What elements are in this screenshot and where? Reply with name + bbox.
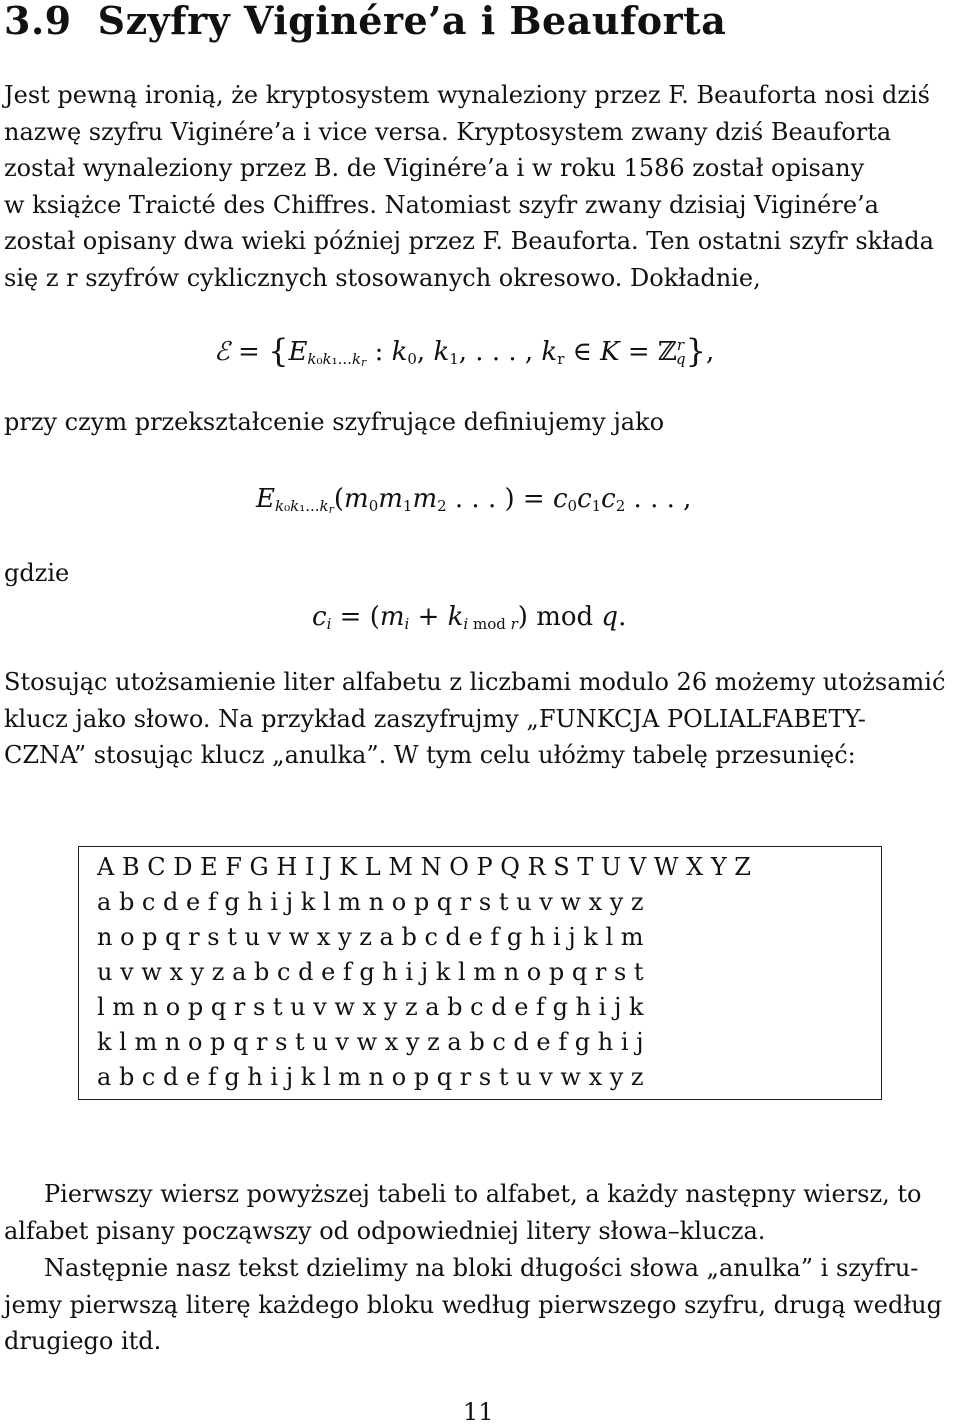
table-row: a b c d e f g h i j k l m n o p q r s t u v w x y z bbox=[97, 888, 644, 916]
text-line: jemy pierwszą literę każdego bloku według pierwszego szyfru, drugą według bbox=[4, 1290, 942, 1319]
text-line: przy czym przekształcenie szyfrujące definiujemy jako bbox=[4, 408, 665, 436]
text-line: Pierwszy wiersz powyższej tabeli to alfabet, a każdy następny wiersz, to bbox=[44, 1180, 922, 1208]
table-row: a b c d e f g h i j k l m n o p q r s t u v w x y z bbox=[97, 1063, 644, 1091]
text-line: Stosując utożsamienie liter alfabetu z liczbami modulo 26 możemy utożsamić bbox=[4, 668, 946, 696]
text-line: się z r szyfrów cyklicznych stosowanych okresowo. Dokładnie, bbox=[4, 263, 761, 292]
text-line: w książce Traicté des Chiffres. Natomiast szyfr zwany dzisiaj Viginére’a bbox=[4, 190, 879, 219]
table-row: l m n o p q r s t u v w x y z a b c d e f g h i j k bbox=[97, 993, 644, 1021]
text-line: nazwę szyfru Viginére’a i vice versa. Kryptosystem zwany dziś Beauforta bbox=[4, 117, 892, 146]
section-title: Szyfry Viginére’a i Beauforta bbox=[97, 0, 727, 43]
text-line: alfabet pisany począwszy od odpowiedniej litery słowa–klucza. bbox=[4, 1216, 766, 1245]
text-line: drugiego itd. bbox=[4, 1327, 162, 1355]
table-row: u v w x y z a b c d e f g h i j k l m n o p q r s t bbox=[97, 958, 644, 986]
paragraph-example bbox=[4, 664, 956, 774]
section-heading bbox=[4, 0, 726, 43]
paragraph-table-explanation bbox=[4, 1176, 956, 1249]
table-row: k l m n o p q r s t u v w x y z a b c d e f g h i j bbox=[97, 1028, 644, 1056]
paragraph-procedure bbox=[4, 1250, 956, 1360]
table-row: n o p q r s t u v w x y z a b c d e f g h i j k l m bbox=[97, 923, 644, 951]
text-line: został wynaleziony przez B. de Viginére’a i w roku 1586 został opisany bbox=[4, 154, 865, 182]
equation-encryption: $E_{k_0k_1...k_r}(m_0m_1m_2$ . . . ) = $c_0c_1c_2$ . . . , bbox=[256, 484, 692, 516]
text-line: CZNA” stosując klucz „anulka”. W tym celu ułóżmy tabelę przesunięć: bbox=[4, 741, 856, 769]
table-row: A B C D E F G H I J K L M N O P Q R S T U V W X Y Z bbox=[97, 853, 751, 881]
section-number: 3.9 bbox=[4, 0, 72, 43]
paragraph-intro bbox=[4, 77, 956, 296]
equation-ciphertext-char: $c_i = (m_i + k_{i mod r})$ mod q. bbox=[312, 602, 627, 633]
text-line: gdzie bbox=[4, 559, 70, 587]
paragraph-definition bbox=[4, 404, 956, 441]
text-line: został opisany dwa wieki później przez F. Beauforta. Ten ostatni szyfr składa bbox=[4, 227, 934, 255]
page-number: 11 bbox=[463, 1398, 494, 1426]
text-gdzie bbox=[4, 555, 956, 592]
text-line: klucz jako słowo. Na przykład zaszyfrujmy „FUNKCJA POLIALFABETY- bbox=[4, 704, 866, 733]
text-line: Jest pewną ironią, że kryptosystem wynaleziony przez F. Beauforta nosi dziś bbox=[4, 81, 930, 109]
shift-table bbox=[78, 846, 882, 1100]
text-line: Następnie nasz tekst dzielimy na bloki długości słowa „anulka” i szyfru- bbox=[44, 1254, 919, 1282]
equation-cipher-set: ℰ = {$E_{k_0k_1...k_r}$ : $k_0$, $k_1$, . . . , $k_r$ ∈ K = ℤ$^r_q$}, bbox=[214, 332, 715, 370]
